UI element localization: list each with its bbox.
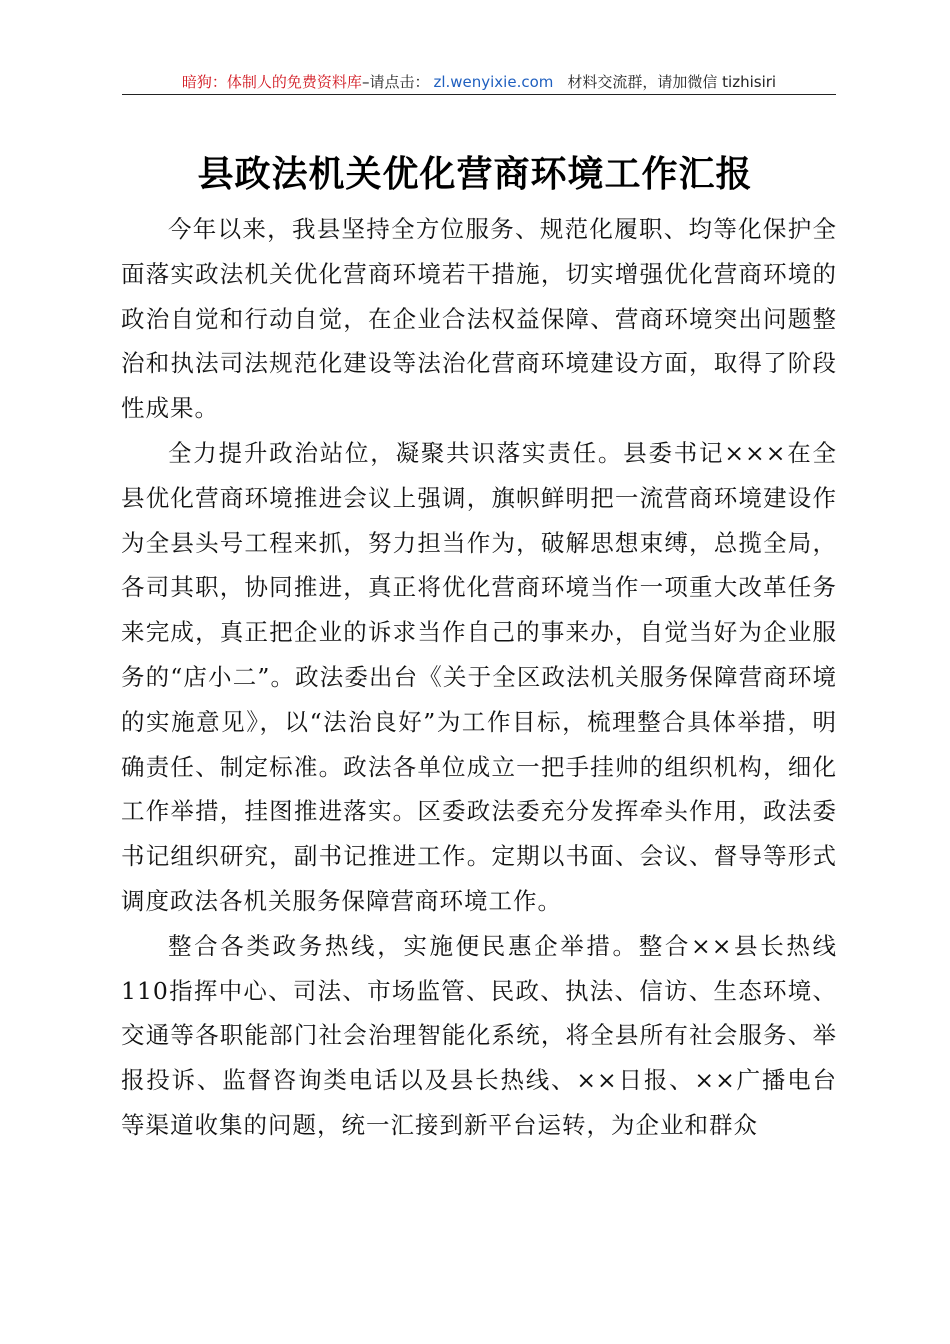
document-title: 县政法机关优化营商环境工作汇报 [197,153,753,195]
header-prompt: –请点击： [361,73,430,91]
header-wechat-group: 材料交流群，请加微信 tizhisiri [567,73,777,91]
paragraph-intro: 今年以来，我县坚持全方位服务、规范化履职、均等化保护全面落实政法机关优化营商环境若干措施，切实增强优化营商环境的政治自觉和行动自觉，在企业合法权益保障、营商环境突出问题整治和执法司法规范化建设等法治化营商环境建设方面，取得了阶段性成果。 [121,215,837,423]
page-header [122,70,836,95]
header-brand: 暗狗：体制人的免费资料库 [181,73,362,91]
paragraph-hotline-integration: 整合各类政务热线，实施便民惠企举措。整合××县长热线110指挥中心、司法、市场监管、民政、执法、信访、生态环境、交通等各职能部门社会治理智能化系统，将全县所有社会服务、举报投诉、监督咨询类电话以及县长热线、××日报、××广播电台等渠道收集的问题，统一汇接到新平台运转，为企业和群众 [121,931,837,1139]
paragraph-political-stance: 全力提升政治站位，凝聚共识落实责任。县委书记×××在全县优化营商环境推进会议上强调，旗帜鲜明把一流营商环境建设作为全县头号工程来抓，努力担当作为，破解思想束缚，总揽全局，各司其职，协同推进，真正将优化营商环境当作一项重大改革任务来完成，真正把企业的诉求当作自己的事来办，自觉当好为企业服务的“店小二”。政法委出台《关于全区政法机关服务保障营商环境的实施意见》，以“法治良好”为工作目标，梳理整合具体举措，明确责任、制定标准。政法各单位成立一把手挂帅的组织机构，细化工作举措，挂图推进落实。区委政法委充分发挥牵头作用，政法委书记组织研究，副书记推进工作。定期以书面、会议、督导等形式调度政法各机关服务保障营商环境工作。 [121,438,837,915]
header-url-link[interactable]: zl.wenyixie.com [433,73,554,91]
document-body [121,207,837,1148]
